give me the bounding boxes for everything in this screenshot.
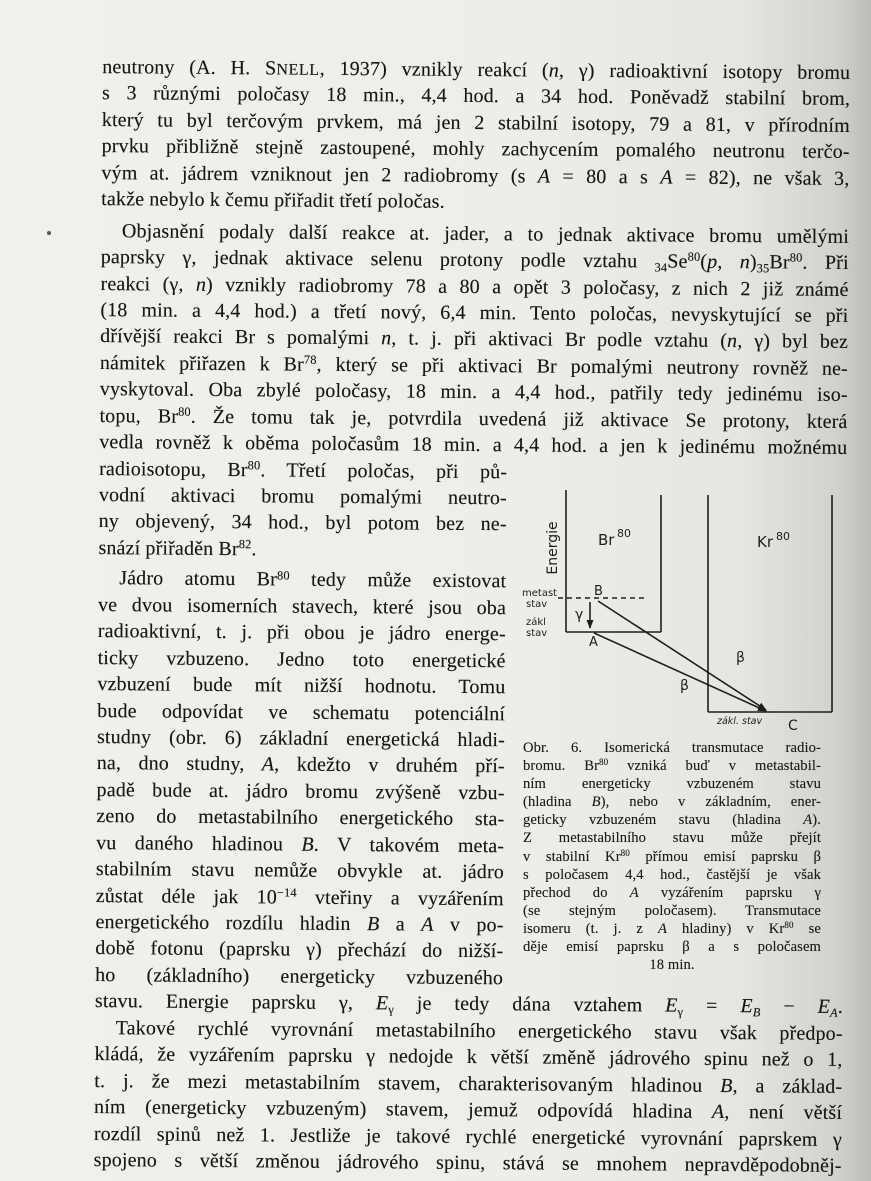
body-line: [99, 482, 507, 512]
text-run: A: [658, 920, 668, 937]
text-run: stavu. Energie paprsku γ,: [94, 990, 377, 1015]
text-run: n: [381, 327, 392, 350]
text-run: Obr. 6. Isomerická transmutace radio-: [523, 740, 821, 756]
text-run: (: [700, 250, 708, 273]
text-run: E: [665, 994, 678, 1017]
text-run: přímou emisí paprsku β: [629, 848, 822, 865]
metast-label: metast: [522, 588, 558, 599]
text-run: 80: [687, 249, 701, 265]
body-line: [98, 618, 506, 648]
text-run: v po-: [433, 913, 504, 937]
text-run: Takové rychlé vyrovnání metastabilního energetického stavu však předpo-: [115, 1016, 843, 1045]
text-run: n: [739, 251, 751, 274]
text-run: , kdežto v druhém pří-: [274, 753, 505, 778]
text-run: A: [261, 753, 275, 776]
text-run: vodní aktivaci bromu pomalými neutro-: [98, 484, 507, 510]
text-run: ).: [812, 812, 821, 829]
text-run: −: [760, 995, 818, 1019]
body-line: [99, 456, 507, 486]
caption-line: [523, 775, 821, 793]
body-line: [98, 565, 506, 595]
kr-mass-number: 80: [776, 530, 790, 543]
kr-label: Kr: [757, 533, 774, 551]
text-run: A: [803, 812, 813, 829]
text-run: , γ) byl bez: [737, 330, 849, 354]
text-run: padě bude at. jádro bromu zvýšeně vzbu-: [96, 778, 505, 805]
caption-line: [523, 902, 821, 920]
text-run: tedy může existovat: [289, 568, 507, 593]
text-run: hladiny) v Kr: [667, 920, 785, 937]
caption-line: [523, 920, 821, 938]
body-line: [97, 698, 505, 728]
text-run: studny (obr. 6) základní energetická hladi-: [96, 725, 506, 752]
caption-line: [523, 956, 821, 974]
energy-axis-label: Energie: [545, 521, 561, 575]
body-line: [96, 830, 504, 860]
caption-line: [523, 938, 821, 956]
text-run: 80: [599, 757, 609, 768]
text-run: ho (základního) energeticky vzbuzeného: [95, 963, 504, 990]
caption-line: [523, 739, 821, 757]
text-run: bude odpovídat ve schematu potenciální: [97, 699, 506, 725]
text-run: B: [591, 794, 601, 811]
text-run: který tu byl terčovým prvkem, má jen 2 stabilní isotopy, 79 a 81, v přírodním: [101, 108, 850, 137]
text-run: vzbuzení bude mít nižší hodnotu. Tomu: [97, 673, 506, 699]
br-mass-number: 80: [617, 527, 631, 540]
text-run: B: [752, 1005, 761, 1020]
text-run: 82: [238, 537, 252, 552]
body-line: [95, 909, 503, 939]
text-run: ny objevený, 34 hod., byl potom bez ne-: [98, 510, 507, 536]
text-run: =: [683, 994, 741, 1018]
text-run: , t. j. při aktivaci Br podle vztahu (: [391, 327, 728, 353]
text-run: , není větší: [724, 1101, 843, 1124]
caption-line: [523, 757, 821, 775]
text-run: vteřiny a vyzářením: [296, 886, 504, 910]
body-line: [96, 803, 504, 833]
text-run: 78: [303, 352, 317, 367]
text-run: námitek přiřazen k Br: [99, 351, 304, 376]
scan-speck: [47, 231, 51, 235]
body-line: [98, 535, 506, 565]
text-run: . Při: [802, 251, 849, 274]
zakl-label: zákl: [526, 617, 546, 628]
text-run: s poločasem 4,4 hod., častější je však: [523, 866, 821, 883]
beta-label-upper: β: [736, 650, 745, 666]
beta-transition-from-a: [594, 633, 766, 711]
figure-caption: [523, 739, 821, 974]
caption-line: [523, 866, 821, 884]
gamma-label: γ: [575, 607, 584, 623]
caption-line: [523, 829, 821, 847]
text-run: Z metastabilního stavu může přejít: [523, 830, 821, 847]
metast-stav-label: stav: [526, 599, 548, 610]
text-run: prvku přibližně stejně zastoupené, mohly zachycením pomalého neutronu terčo-: [101, 135, 850, 164]
text-run: A: [537, 165, 551, 188]
text-run: kládá, že vyzářením paprsku γ nedojde k větší změně jádrového spinu než o 1,: [94, 1043, 843, 1072]
body-line: [98, 592, 506, 622]
text-run: p: [707, 250, 718, 273]
text-run: ve dvou isomerních stavech, které jsou oba: [97, 593, 507, 620]
text-run: geticky vzbuzeném stavu (hladina: [523, 812, 804, 829]
beta-label-lower: β: [680, 678, 689, 694]
text-run: , 1937) vznikly reakcí (: [319, 57, 549, 82]
body-line: [98, 645, 506, 675]
text-run: vedla rovněž k oběma poločasům 18 min. a 4,4 hod. a jen k jedinému možnému: [99, 431, 848, 460]
text-run: paprsky γ, jednak aktivace selenu protony podle vztahu: [100, 246, 655, 273]
text-run: ), nebo v základním, ener-: [600, 794, 821, 811]
text-run: ním (energeticky vzbuzeným) stavem, jemuž odpovídá hladina: [94, 1096, 713, 1123]
text-run: energetického rozdílu hladin: [95, 911, 368, 936]
body-line: [96, 856, 504, 886]
body-line: [94, 1147, 842, 1179]
text-run: se: [793, 920, 821, 937]
text-run: 80: [178, 404, 191, 419]
text-run: (se stejným poločasem). Transmutace: [523, 902, 821, 919]
text-run: bromu. Br: [523, 758, 600, 775]
text-run: Br: [769, 251, 790, 274]
caption-line: [523, 884, 821, 902]
body-line: [96, 777, 504, 807]
text-run: radioaktivní, t. j. při obou je jádro energe-: [97, 620, 506, 646]
zakl-stav-label: stav: [526, 628, 548, 639]
text-run: = 82), ne však 3,: [672, 166, 850, 190]
isomer-transmutation-diagram: [510, 485, 845, 740]
text-run: A: [421, 913, 434, 936]
text-run: .: [837, 996, 843, 1019]
text-run: . Že tomu tak je, potvrdila uvedená již aktivace Se protony, která: [190, 405, 848, 433]
text-run: n: [727, 330, 738, 353]
body-line: [97, 724, 505, 754]
text-run: 80: [277, 567, 290, 583]
text-run: 80: [247, 457, 261, 473]
text-run: snází přiřaděn Br: [98, 536, 239, 561]
br-label: Br: [598, 531, 615, 549]
text-run: B: [301, 833, 314, 856]
caption-line: [523, 811, 821, 829]
text-run: (18 min. a 4,4 hod.) a třetí nový, 6,4 min. Tento poločas, nevyskytující se při: [100, 298, 849, 327]
text-run: reakci (γ,: [100, 272, 196, 296]
text-run: zeno do metastabilního energetického sta-: [96, 805, 505, 831]
text-run: E: [740, 995, 753, 1018]
text-run: A: [660, 166, 673, 189]
body-line: [97, 750, 505, 780]
text-run: vu daného hladinou: [96, 831, 302, 856]
text-run: Objasnění podaly další reakce at. jader, a to jednak aktivace bromu umělými: [121, 219, 850, 248]
text-run: přechod do: [523, 884, 630, 901]
text-run: .: [251, 538, 257, 561]
text-run: 18 min.: [649, 957, 695, 974]
text-run: γ: [677, 1004, 684, 1019]
text-run: děje emisí paprsku β a s poločasem: [523, 939, 821, 956]
caption-line: [523, 848, 821, 866]
text-run: vzniká buď v metastabil-: [608, 758, 821, 775]
text-run: , který se při aktivaci Br pomalými neutrony rovněž ne-: [316, 353, 849, 380]
text-run: γ: [388, 1002, 394, 1017]
body-line: [99, 508, 507, 538]
text-run: 80: [784, 919, 794, 930]
kr-ground-label: zákl. stav: [717, 716, 763, 727]
text-run: Se: [667, 250, 688, 273]
text-run: E: [375, 992, 389, 1015]
text-run: topu, Br: [99, 404, 179, 428]
text-run: 34: [654, 260, 668, 275]
text-run: ním energeticky vzbuzeném stavu: [523, 776, 821, 793]
text-run: n: [548, 59, 560, 82]
text-run: A: [829, 1006, 838, 1021]
body-line: [96, 883, 504, 913]
text-run: B: [366, 913, 380, 936]
text-run: B: [720, 1074, 733, 1097]
body-line: [95, 962, 503, 992]
body-line: [97, 671, 505, 701]
body-line: [95, 935, 503, 965]
text-run: NELL: [276, 61, 320, 79]
text-run: neutrony (A. H. S: [102, 56, 277, 80]
text-run: −14: [276, 885, 297, 900]
caption-line: [523, 793, 821, 811]
text-run: 80: [620, 847, 630, 858]
text-run: ): [749, 251, 757, 274]
text-run: ,: [717, 250, 740, 274]
text-run: rozdíl spinů než 1. Jestliže je takové rychlé energetické vyrovnání paprskem γ: [93, 1122, 842, 1151]
text-run: n: [195, 273, 207, 296]
level-b-label: B: [594, 584, 603, 599]
level-c-label: C: [788, 718, 798, 734]
text-run: radioisotopu, Br: [99, 457, 248, 481]
text-run: . V takovém meta-: [313, 833, 505, 857]
text-run: na, dno studny,: [96, 752, 262, 776]
text-run: dřívější reakci Br s pomalými: [100, 325, 382, 350]
text-run: Jádro atomu Br: [119, 567, 278, 591]
text-run: vyzářením paprsku γ: [638, 884, 821, 901]
text-run: vyskytoval. Oba zbylé poločasy, 18 min. a 4,4 hod., patřily tedy jedinému iso-: [99, 378, 848, 407]
text-run: stabilním stavu nemůže obvykle at. jádro: [95, 858, 505, 884]
text-run: isomeru (t. j. z: [523, 920, 658, 937]
text-run: = 80 a s: [550, 165, 661, 189]
text-run: (hladina: [523, 794, 592, 811]
text-run: 80: [789, 250, 803, 265]
text-run: ) vznikly radiobromy 78 a 80 a opět 3 poločasy, z nich 2 již známé: [205, 273, 849, 301]
text-run: t. j. že mezi metastabilním stavem, charakterisovaným hladinou: [94, 1069, 721, 1097]
text-run: s 3 různými poločasy 18 min., 4,4 hod. a 34 hod. Poněvadž stabilní brom,: [101, 82, 851, 111]
text-run: a: [379, 913, 422, 936]
text-run: vým at. jádrem vzniknout jen 2 radiobromy (s: [101, 161, 538, 188]
text-run: , a základ-: [732, 1074, 843, 1098]
text-run: A: [711, 1100, 725, 1124]
text-run: A: [629, 884, 639, 901]
text-run: , γ) radioaktivní isotopy bromu: [558, 59, 851, 84]
text-run: ticky vzbuzeno. Jedno toto energetické: [97, 646, 506, 672]
text-run: E: [817, 996, 831, 1019]
text-run: je tedy dána vztahem: [393, 992, 666, 1017]
text-run: zůstat déle jak 10: [95, 884, 277, 909]
text-run: spojeno s větší změnou jádrového spinu, stává se mnohem nepravděpodobněj-: [93, 1148, 842, 1177]
text-run: 35: [756, 261, 770, 276]
level-a-label: A: [589, 635, 598, 650]
text-run: v stabilní Kr: [523, 848, 621, 865]
body-line: [101, 186, 849, 218]
text-run: takže nebylo k čemu přiřadit třetí poločas.: [101, 188, 445, 213]
text-run: . Třetí poločas, při pů-: [260, 458, 508, 483]
text-run: době fotonu (paprsku γ) přechází do nižší-: [95, 937, 504, 963]
